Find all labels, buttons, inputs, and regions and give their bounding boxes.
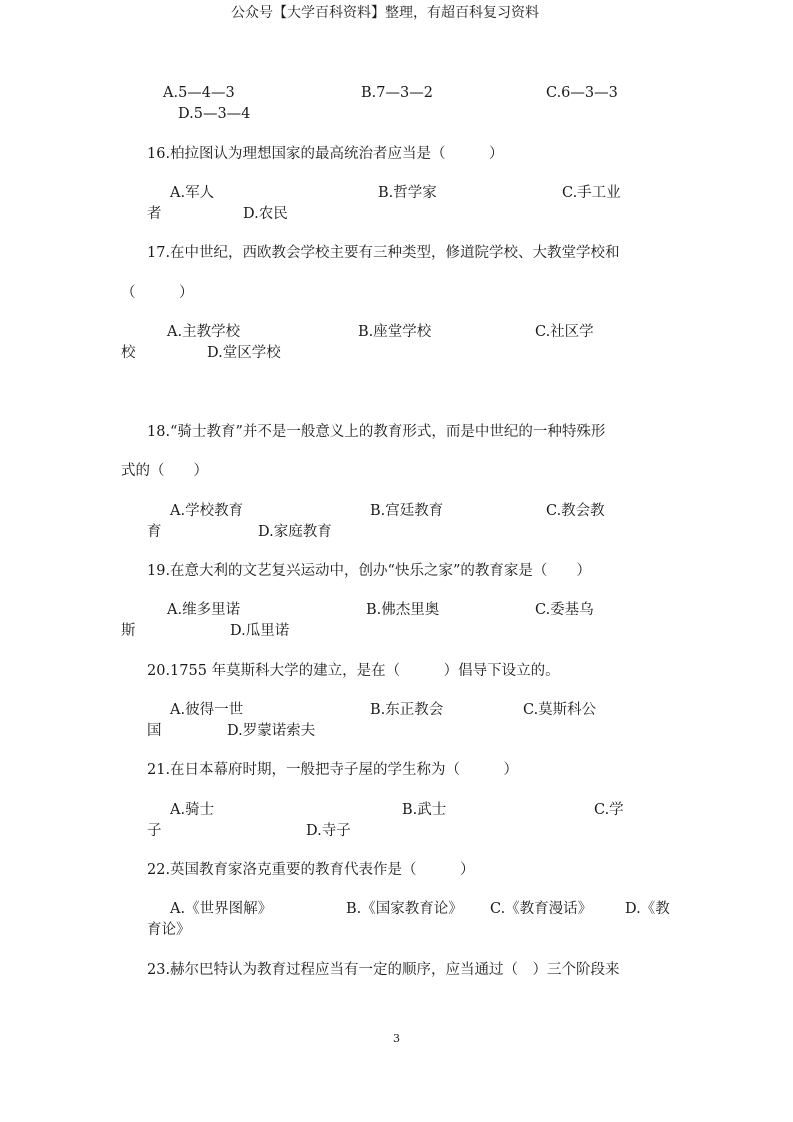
q18-stem-line1: 18.“骑士教育”并不是一般意义上的教育形式，而是中世纪的一种特殊形 [147,424,606,440]
q17-stem-line2: （ ） [121,285,194,301]
q21-option-c-wrap: 子 [147,823,162,839]
q21-stem: 21.在日本幕府时期，一般把寺子屋的学生称为（ ） [147,762,519,778]
q15-option-d: D.5—3—4 [178,106,251,122]
q16-option-d: D.农民 [243,206,288,222]
q18-option-d: D.家庭教育 [258,524,332,540]
q18-option-b: B.宫廷教育 [370,503,444,519]
q20-option-b: B.东正教会 [370,702,444,718]
q20-stem: 20.1755 年莫斯科大学的建立，是在（ ）倡导下设立的。 [147,663,560,679]
q18-option-c-wrap: 育 [147,524,162,540]
q16-option-a: A.军人 [170,185,215,201]
q15-option-c: C.6—3—3 [546,85,618,101]
q19-option-c: C.委基乌 [535,602,594,618]
q16-option-b: B.哲学家 [378,185,437,201]
q18-option-a: A.学校教育 [170,503,244,519]
q22-option-a: A.《世界图解》 [170,901,273,917]
q15-option-b: B.7—3—2 [361,85,433,101]
q18-option-c: C.教会教 [546,503,605,519]
q23-stem: 23.赫尔巴特认为教育过程应当有一定的顺序，应当通过（ ）三个阶段来 [147,962,620,978]
q19-option-d: D.瓜里诺 [230,623,290,639]
q16-option-c: C.手工业 [562,185,621,201]
q21-option-a: A.骑士 [170,802,215,818]
q21-option-c: C.学 [594,802,624,818]
page-header: 公众号【大学百科资料】整理，有超百科复习资料 [231,5,539,21]
q15-option-a: A.5—4—3 [163,85,235,101]
q20-option-c: C.莫斯科公 [523,702,597,718]
q16-stem: 16.柏拉图认为理想国家的最高统治者应当是（ ） [147,146,504,162]
q20-option-a: A.彼得一世 [170,702,244,718]
q19-option-b: B.佛杰里奥 [366,602,440,618]
q16-option-c-wrap: 者 [147,206,162,222]
q20-option-c-wrap: 国 [147,723,162,739]
q22-option-d-wrap: 育论》 [147,922,191,938]
q21-option-b: B.武士 [402,802,447,818]
page-number: 3 [393,1032,400,1045]
q20-option-d: D.罗蒙诺索夫 [227,723,316,739]
q18-stem-line2: 式的（ ） [121,463,208,479]
q17-option-c: C.社区学 [535,324,594,340]
q17-option-b: B.座堂学校 [358,324,432,340]
q19-option-c-wrap: 斯 [121,623,136,639]
q17-stem-line1: 17.在中世纪，西欧教会学校主要有三种类型，修道院学校、大教堂学校和 [147,245,620,261]
q22-option-c: C.《教育漫话》 [490,901,593,917]
q21-option-d: D.寺子 [306,823,351,839]
q17-option-c-wrap: 校 [121,345,136,361]
q22-option-d: D.《教 [625,901,670,917]
q17-option-a: A.主教学校 [167,324,241,340]
q17-option-d: D.堂区学校 [207,345,281,361]
q22-stem: 22.英国教育家洛克重要的教育代表作是（ ） [147,862,475,878]
q22-option-b: B.《国家教育论》 [346,901,463,917]
q19-option-a: A.维多里诺 [167,602,241,618]
q19-stem: 19.在意大利的文艺复兴运动中，创办“快乐之家”的教育家是（ ） [147,563,591,579]
